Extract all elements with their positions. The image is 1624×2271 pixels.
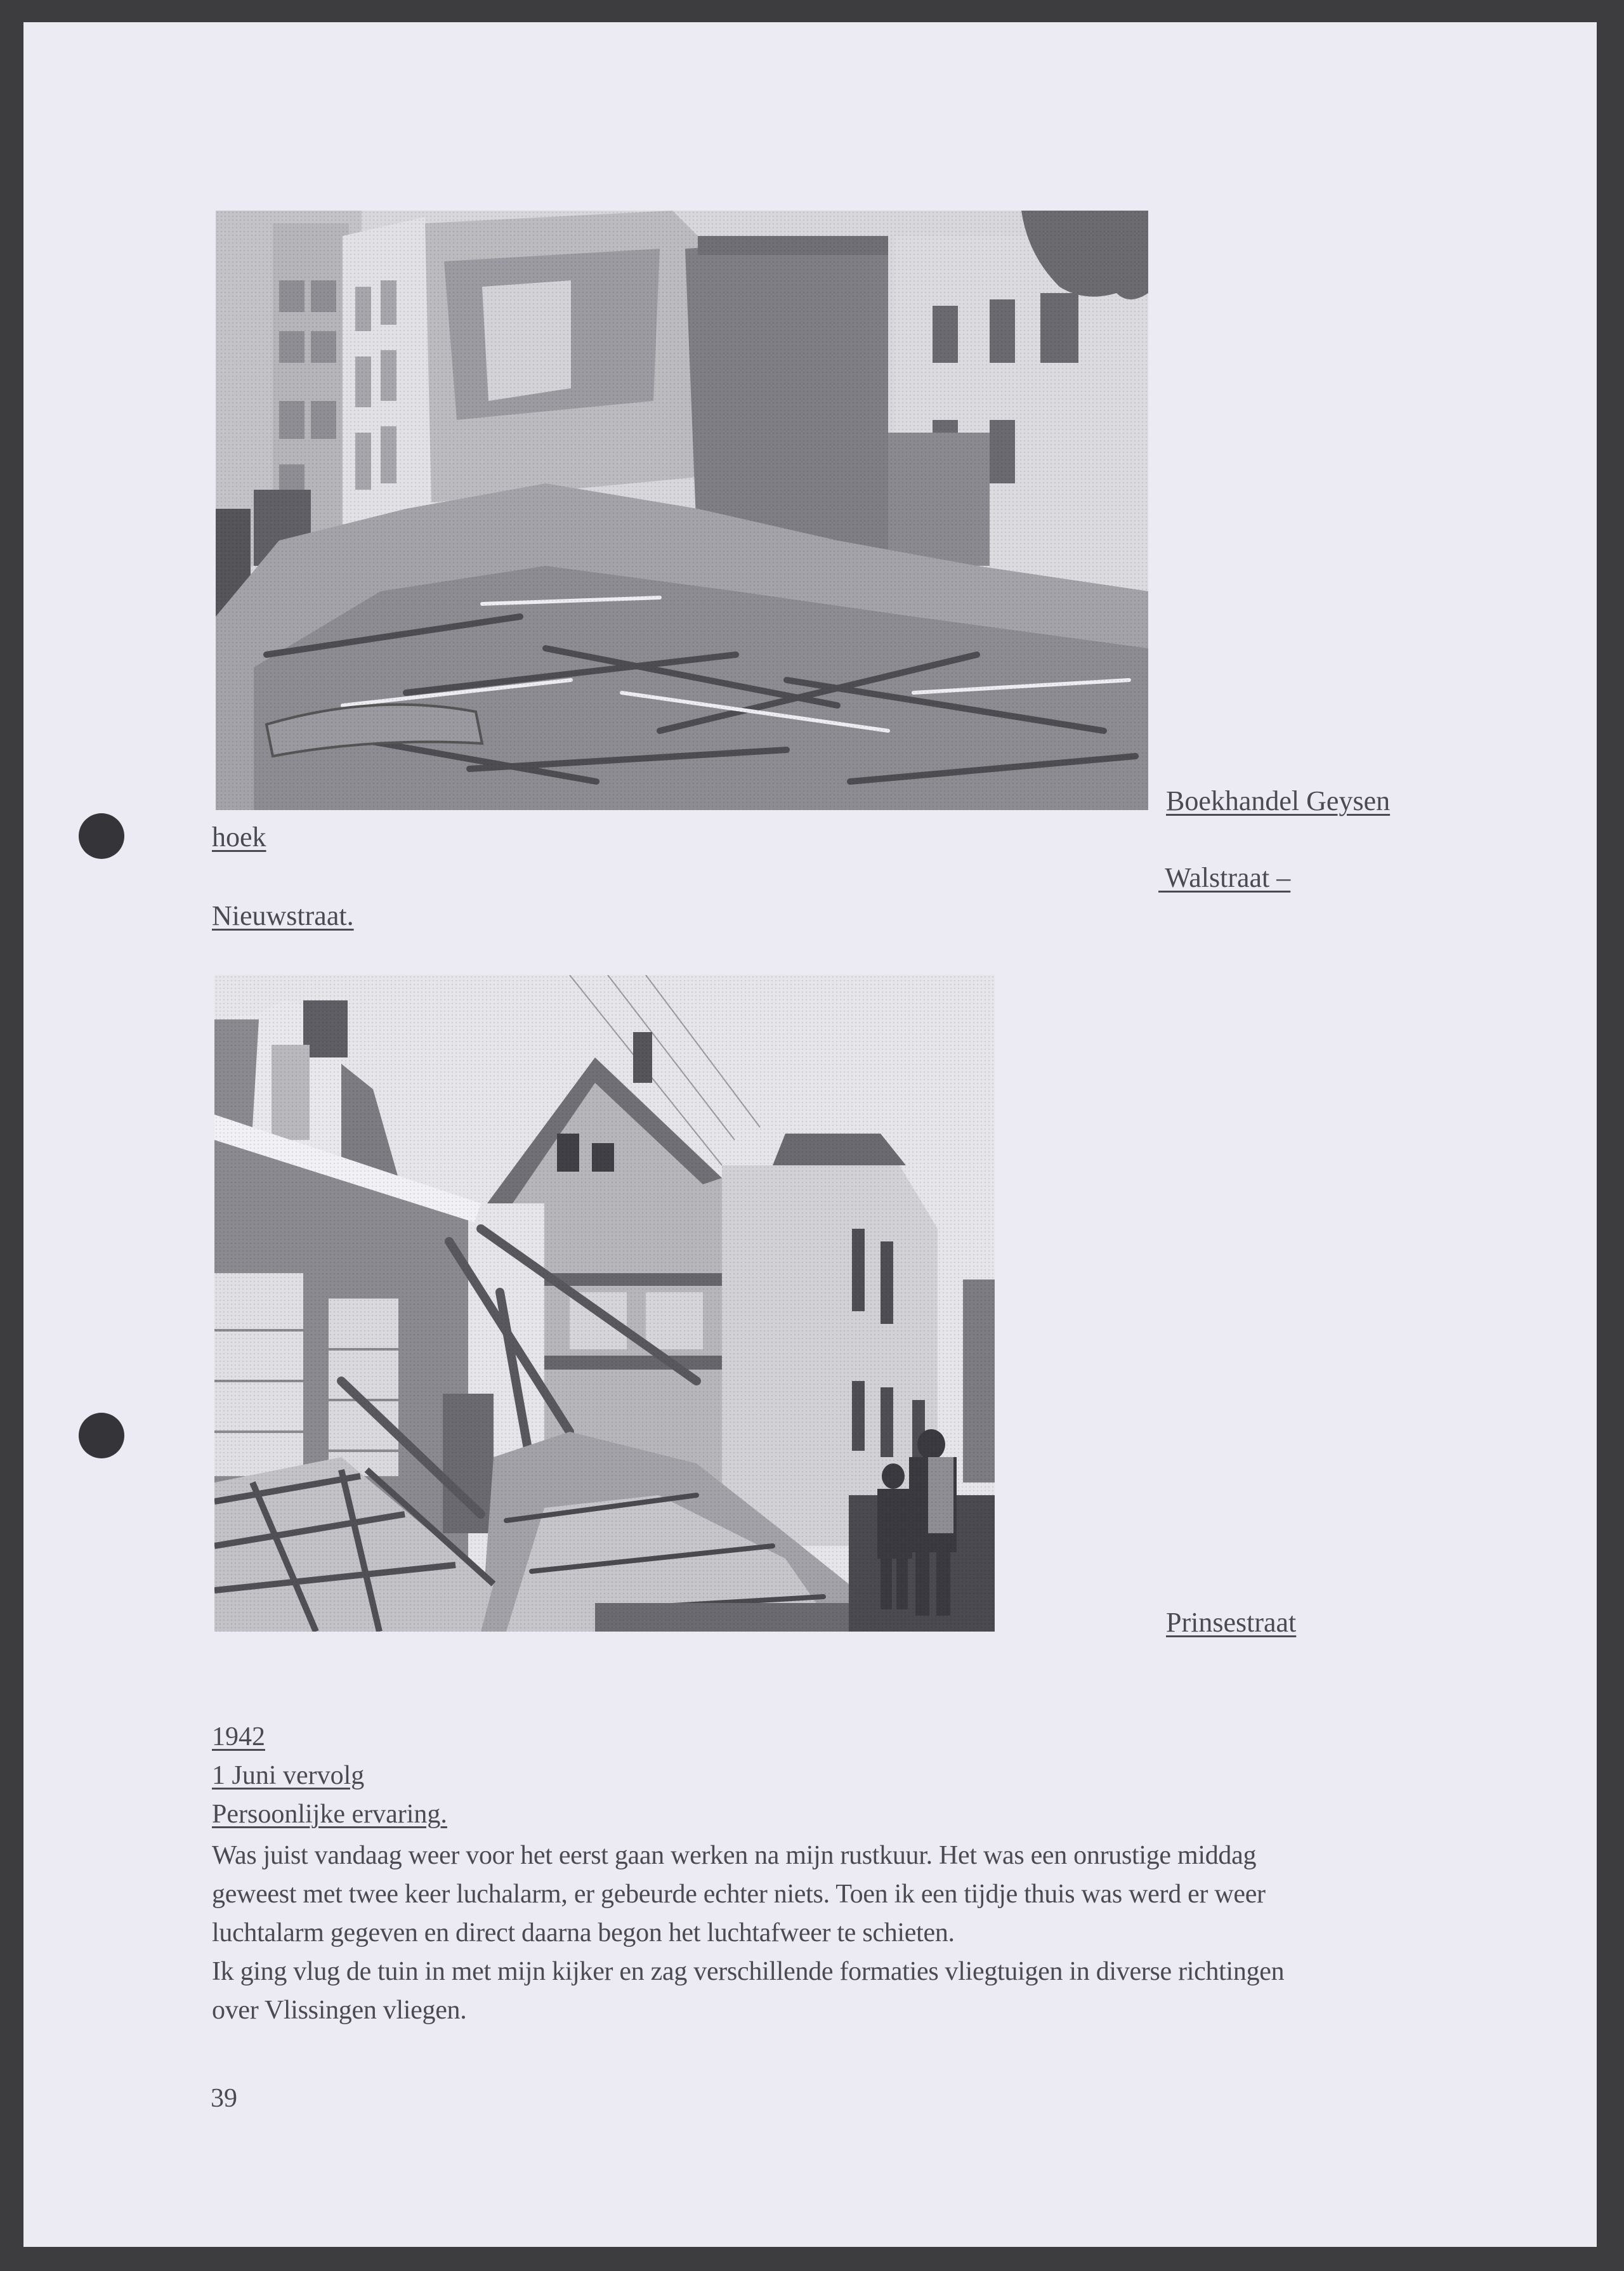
photo-ruins-prinsestraat [214, 975, 995, 1632]
entry-body-line: Was juist vandaag weer voor het eerst gaan werken na mijn rustkuur. Het was een onrustige middag [212, 1841, 1257, 1870]
caption-prinsestraat: Prinsestraat [1166, 1607, 1297, 1638]
entry-date: 1 Juni vervolg [212, 1761, 365, 1790]
entry-heading: Persoonlijke ervaring. [212, 1800, 447, 1829]
page-number: 39 [211, 2084, 237, 2113]
entry-body-line: geweest met twee keer luchalarm, er gebeurde echter niets. Toen ik een tijdje thuis was werd er weer [212, 1880, 1266, 1909]
caption-walstraat: Walstraat – [1158, 862, 1291, 893]
caption-hoek: hoek [212, 821, 266, 853]
photo-1-illustration [216, 211, 1148, 810]
entry-body-line: Ik ging vlug de tuin in met mijn kijker en zag verschillende formaties vliegtuigen in diverse richtingen [212, 1957, 1285, 1986]
entry-year: 1942 [212, 1722, 265, 1751]
caption-boekhandel-geysen: Boekhandel Geysen [1166, 785, 1391, 816]
entry-body-line: over Vlissingen vliegen. [212, 1996, 467, 2025]
entry-body-line: luchtalarm gegeven en direct daarna begon het luchtafweer te schieten. [212, 1918, 955, 1947]
entry-body [212, 1836, 1481, 2030]
punch-hole-top [79, 813, 124, 859]
caption-nieuwstraat: Nieuwstraat. [212, 900, 354, 931]
photo-2-illustration [214, 975, 995, 1632]
photo-ruins-boekhandel-geysen [216, 211, 1148, 810]
punch-hole-bottom [79, 1413, 124, 1458]
